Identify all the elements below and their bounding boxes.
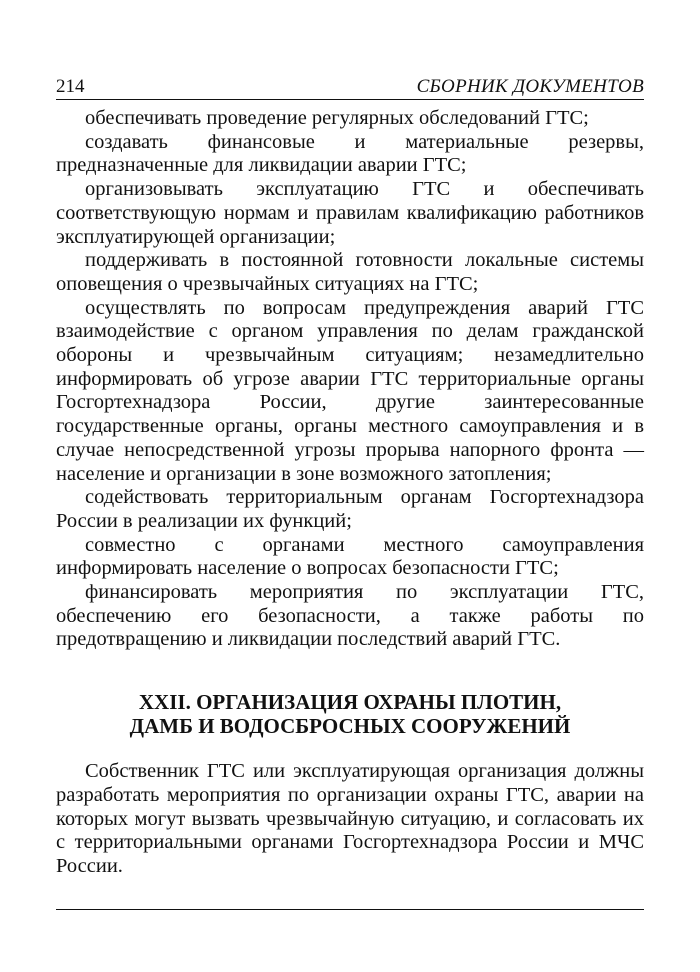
- paragraph: Собственник ГТС или эксплуатирующая организация должны разработать мероприятия по организации охраны ГТС, аварии на которых могут вызвать чрезвычайную ситуацию, и согласовать их с территориальными органами Госгортехнадзора России и МЧС России.: [56, 760, 644, 877]
- paragraph: обеспечивать проведение регулярных обследований ГТС;: [85, 107, 589, 129]
- obligations-list: [56, 107, 644, 652]
- page-header: [56, 74, 644, 100]
- paragraph: поддерживать в постоянной готовности локальные системы оповещения о чрезвычайных ситуациях на ГТС;: [56, 249, 644, 295]
- document-page: [56, 74, 644, 879]
- paragraph: финансировать мероприятия по эксплуатации ГТС, обеспечению его безопасности, а также работы по предотвращению и ликвидации последствий аварий ГТС.: [56, 581, 644, 651]
- paragraph: создавать финансовые и материальные резервы, предназначенные для ликвидации аварии ГТС;: [56, 130, 644, 177]
- paragraph: организовывать эксплуатацию ГТС и обеспечивать соответствующую нормам и правилам квалификацию работников эксплуатирующей организации;: [56, 178, 644, 248]
- section-heading-line: XXII. ОРГАНИЗАЦИЯ ОХРАНЫ ПЛОТИН,: [138, 690, 562, 715]
- footer-rule: [56, 909, 644, 910]
- section-body: [56, 760, 644, 879]
- page-number: 214: [56, 76, 85, 97]
- paragraph: совместно с органами местного самоуправления информировать население о вопросах безопасности ГТС;: [56, 533, 644, 580]
- paragraph: осуществлять по вопросам предупреждения аварий ГТС взаимодействие с органом управления по делам гражданской обороны и чрезвычайным ситуациям; незамедлительно информировать об угрозе аварии ГТС территориальные органы Госгортехнадзора России, другие заинтересованные государственные органы, органы местного самоуправления и в случае непосредственной угрозы прорыва напорного фронта — население и организации в зоне возможного затопления;: [56, 296, 644, 485]
- paragraph: содействовать территориальным органам Госгортехнадзора России в реализации их функций;: [56, 486, 644, 532]
- running-title: СБОРНИК ДОКУМЕНТОВ: [416, 76, 644, 97]
- section-heading-line: ДАМБ И ВОДОСБРОСНЫХ СООРУЖЕНИЙ: [129, 714, 571, 739]
- section-heading: [56, 690, 644, 738]
